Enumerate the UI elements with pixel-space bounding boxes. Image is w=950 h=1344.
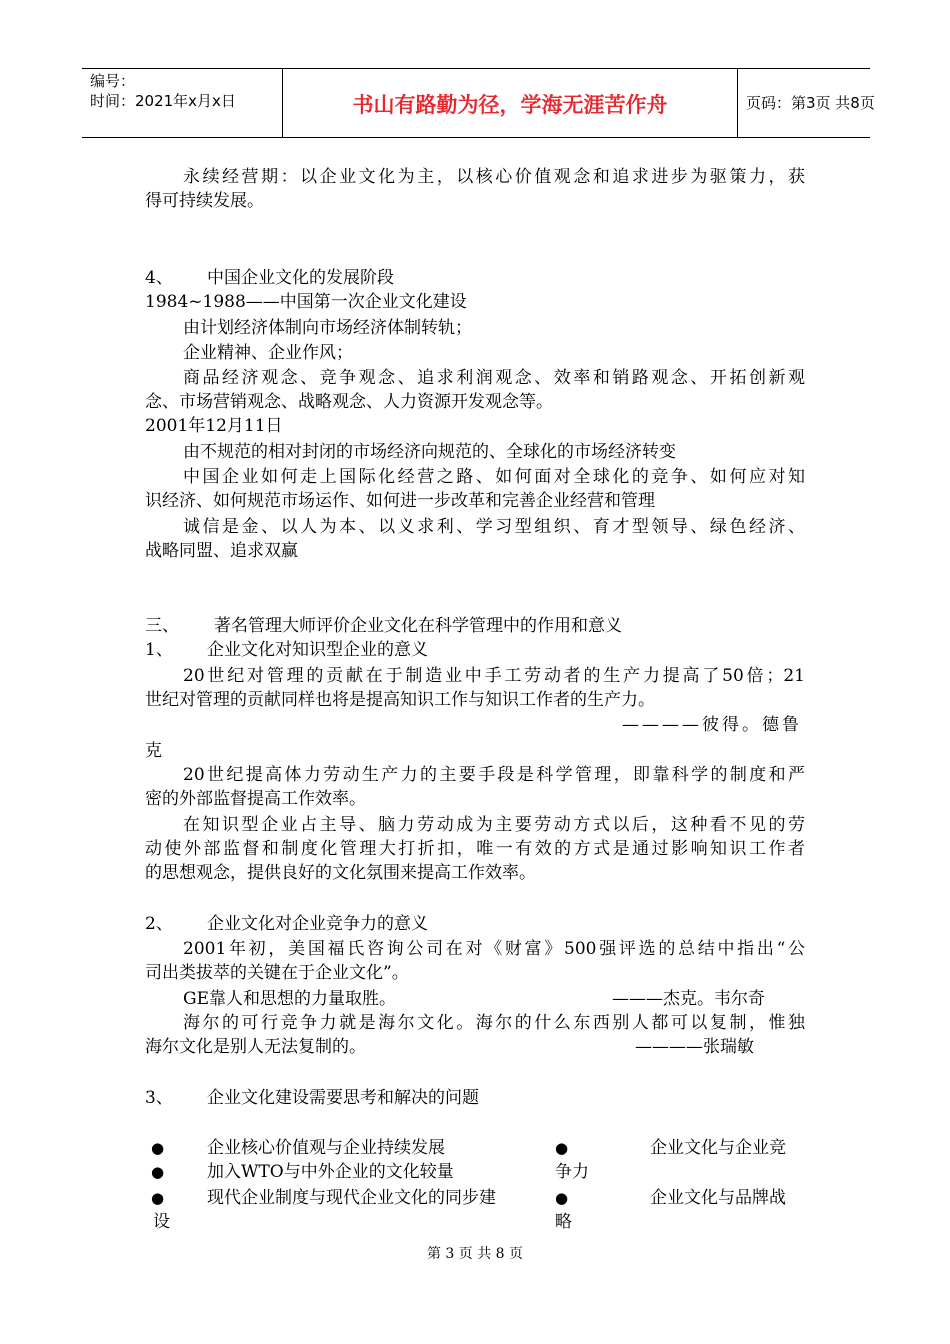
page-header <box>82 68 875 138</box>
section-title: 著名管理大师评价企业文化在科学管理中的作用和意义 <box>214 616 622 636</box>
subsection-title: 企业文化建设需要思考和解决的问题 <box>207 1088 479 1108</box>
bullet-icon: ● <box>151 1163 165 1181</box>
quote-line: 世纪对管理的贡献同样也将是提高知识工作与知识工作者的生产力。 <box>145 690 655 710</box>
paragraph-line: 司出类拔萃的关键在于企业文化”。 <box>145 963 409 983</box>
number-label: 编号： <box>90 72 136 90</box>
subsection-title: 企业文化对知识型企业的意义 <box>207 640 428 660</box>
paragraph-line: 海尔的可行竞争力就是海尔文化。海尔的什么东西别人都可以复制，惟独 <box>183 1013 805 1033</box>
bullet-icon: ● <box>555 1139 569 1157</box>
paragraph-sustain-line1: 永续经营期：以企业文化为主，以核心价值观念和追求进步为驱策力，获 <box>183 167 805 187</box>
section-title: 中国企业文化的发展阶段 <box>207 268 394 288</box>
paragraph-line: 战略同盟、追求双赢 <box>145 541 298 561</box>
list-item: 企业核心价值观与企业持续发展 <box>207 1138 445 1158</box>
paragraph-line: 诚信是金、以人为本、以义求利、学习型组织、育才型领导、绿色经济、 <box>183 517 805 537</box>
paragraph-line: 在知识型企业占主导、脑力劳动成为主要劳动方式以后，这种看不见的劳 <box>183 815 805 835</box>
paragraph: 由不规范的相对封闭的市场经济向规范的、全球化的市场经济转变 <box>183 442 676 462</box>
paragraph-line: 念、市场营销观念、战略观念、人力资源开发观念等。 <box>145 392 553 412</box>
paragraph-line: 2001年初，美国福氏咨询公司在对《财富》500强评选的总结中指出“公 <box>183 939 805 959</box>
paragraph-line: 中国企业如何走上国际化经营之路、如何面对全球化的竞争、如何应对知 <box>183 467 805 487</box>
paragraph: GE靠人和思想的力量取胜。 <box>183 989 396 1009</box>
list-item-wrap: 设 <box>153 1212 170 1232</box>
list-item: 企业文化与品牌战 <box>650 1188 786 1208</box>
subsection-number: 3、 <box>145 1088 173 1108</box>
paragraph-line: 20世纪提高体力劳动生产力的主要手段是科学管理，即靠科学的制度和严 <box>183 765 805 785</box>
section-number: 三、 <box>145 616 179 636</box>
paragraph: 企业精神、企业作风； <box>183 343 353 363</box>
paragraph-line: 动使外部监督和制度化管理大打折扣，唯一有效的方式是通过影响知识工作者 <box>145 839 805 859</box>
header-page-cell <box>738 69 875 137</box>
list-item-wrap: 争力 <box>555 1162 589 1182</box>
page-info: 页码：第3页 共8页 <box>746 94 875 112</box>
paragraph-line: 的思想观念，提供良好的文化氛围来提高工作效率。 <box>145 863 536 883</box>
quote-line: 20世纪对管理的贡献在于制造业中手工劳动者的生产力提高了50倍；21 <box>183 666 805 686</box>
paragraph-line: 识经济、如何规范市场运作、如何进一步改革和完善企业经营和管理 <box>145 491 655 511</box>
paragraph-sustain-line2: 得可持续发展。 <box>145 191 264 211</box>
header-motto-cell <box>282 69 738 137</box>
subsection-number: 2、 <box>145 914 173 934</box>
paragraph-line: 商品经济观念、竞争观念、追求利润观念、效率和销路观念、开拓创新观 <box>183 368 805 388</box>
list-item: 企业文化与企业竞 <box>650 1138 786 1158</box>
date-label: 时间：2021年x月x日 <box>90 92 236 110</box>
bullet-icon: ● <box>555 1189 569 1207</box>
quote-attribution: ————张瑞敏 <box>635 1037 754 1057</box>
section-number: 4、 <box>145 268 173 288</box>
list-item: 加入WTO与中外企业的文化较量 <box>207 1162 454 1182</box>
paragraph-line: 海尔文化是别人无法复制的。 <box>145 1037 366 1057</box>
bullet-icon: ● <box>151 1139 165 1157</box>
subsection-number: 1、 <box>145 640 173 660</box>
bullet-icon: ● <box>151 1189 165 1207</box>
motto-text: 书山有路勤为径，学海无涯苦作舟 <box>352 93 668 117</box>
header-meta-cell <box>82 69 282 137</box>
page-footer: 第 3 页 共 8 页 <box>426 1246 524 1262</box>
list-item-wrap: 略 <box>555 1212 572 1232</box>
quote-attribution: ———杰克。韦尔奇 <box>612 989 765 1009</box>
quote-attribution: ————彼得。德鲁 <box>622 715 802 735</box>
quote-attribution: 克 <box>145 741 162 761</box>
paragraph-line: 密的外部监督提高工作效率。 <box>145 789 366 809</box>
period-heading: 2001年12月11日 <box>145 416 283 436</box>
paragraph: 由计划经济体制向市场经济体制转轨； <box>183 318 472 338</box>
subsection-title: 企业文化对企业竞争力的意义 <box>207 914 428 934</box>
list-item: 现代企业制度与现代企业文化的同步建 <box>207 1188 496 1208</box>
period-heading: 1984~1988——中国第一次企业文化建设 <box>145 292 467 312</box>
